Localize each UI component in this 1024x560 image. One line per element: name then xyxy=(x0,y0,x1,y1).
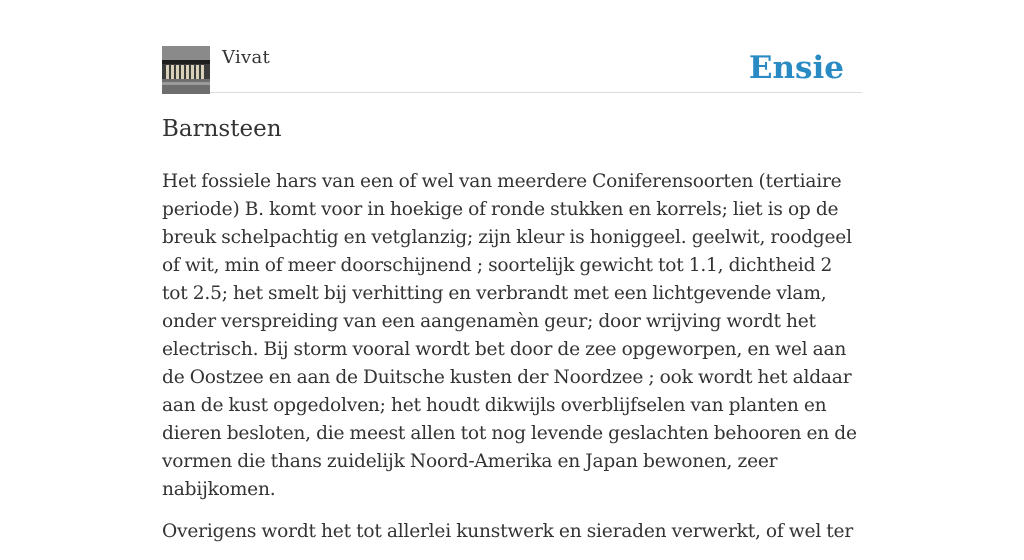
author-name[interactable]: Vivat xyxy=(222,47,271,68)
article-paragraph: Het fossiele hars van een of wel van meerdere Coniferensoorten (tertiaire periode) B. komt voor in hoekige of ronde stukken en korrels; liet is op de breuk schelpachtig en vetglanzig; zijn kleur is honiggeel. geelwit, roodgeel of wit, min of meer doorschijnend ; soortelijk gewicht tot 1.1, dichtheid 2 tot 2.5; het smelt bij verhitting en verbrandt met een lichtgevende vlam, onder verspreiding van een aangenamèn geur; door wrijving wordt het electrisch. Bij storm vooral wordt bet door de zee opgeworpen, en wel aan de Oostzee en aan de Duitsche kusten der Noordzee ; ook wordt het aldaar aan de kust opgedolven; het houdt dikwijls overblijfselen van planten en dieren besloten, die meest allen tot nog levende geslachten behooren en de vormen die thans zuidelijk Noord-Amerika en Japan bewonen, zeer nabijkomen. xyxy=(162,171,857,500)
article-body xyxy=(162,168,862,560)
site-logo[interactable]: Ensie xyxy=(748,50,844,86)
article-header xyxy=(162,46,862,93)
author-avatar[interactable] xyxy=(162,46,210,94)
typewriter-keys-icon xyxy=(162,46,210,94)
page-title: Barnsteen xyxy=(162,116,282,142)
article-paragraph: Overigens wordt het tot allerlei kunstwerk en sieraden verwerkt, of wel ter xyxy=(162,521,854,542)
